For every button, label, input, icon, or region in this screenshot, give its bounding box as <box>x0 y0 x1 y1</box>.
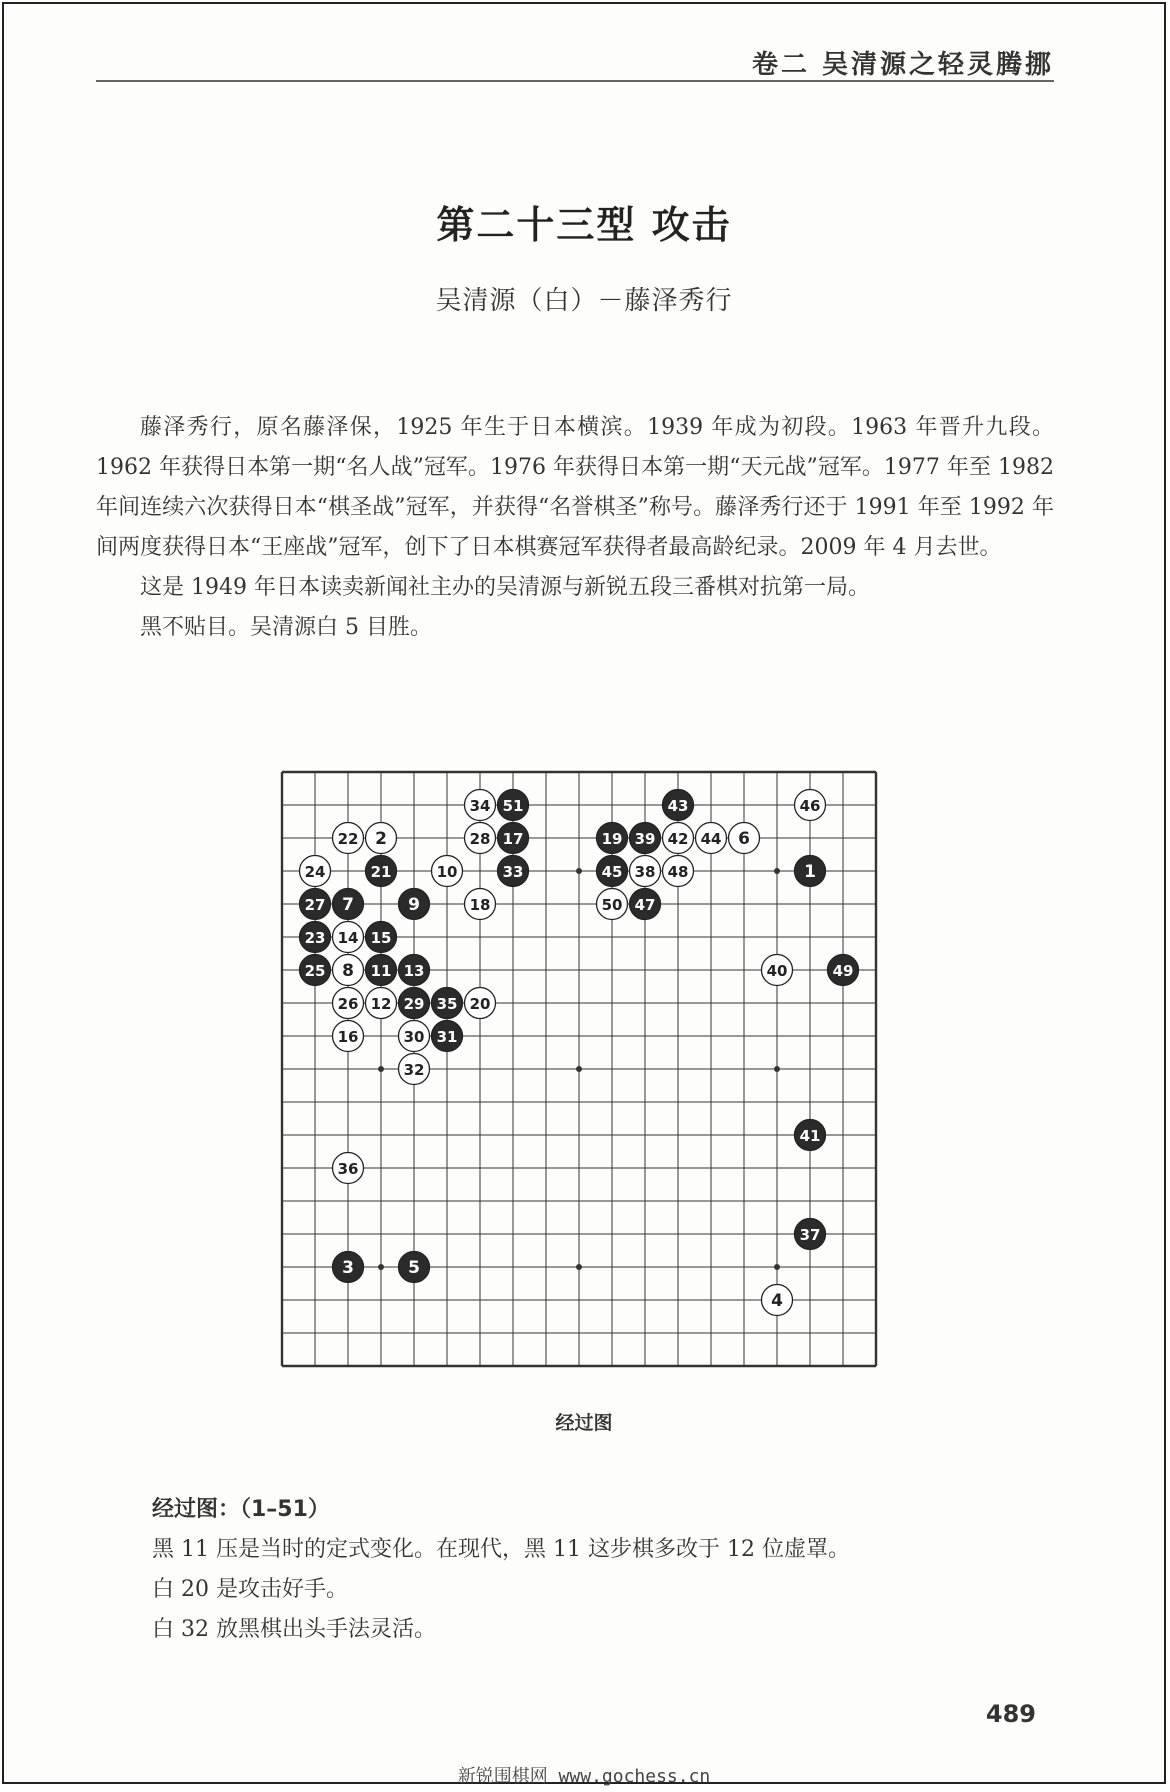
black-stone <box>432 988 463 1019</box>
white-stone <box>333 955 364 986</box>
move-number: 35 <box>436 995 458 1013</box>
white-stone <box>597 889 628 920</box>
black-stone <box>597 856 628 887</box>
move-number: 26 <box>337 995 359 1013</box>
game-players: 吴清源（白）－藤泽秀行 <box>435 286 733 316</box>
white-stone <box>465 790 496 821</box>
black-stone <box>366 955 397 986</box>
move-number: 49 <box>832 962 854 980</box>
move-number: 16 <box>337 1028 359 1046</box>
move-number: 25 <box>304 962 326 980</box>
paragraph: 这是 1949 年日本读卖新闻社主办的吴清源与新锐五段三番棋对抗第一局。 <box>140 575 870 600</box>
move-number: 46 <box>799 797 821 815</box>
white-stone <box>630 856 661 887</box>
black-stone <box>498 856 529 887</box>
move-number: 5 <box>408 1258 420 1278</box>
star-point <box>576 1066 582 1072</box>
black-stone <box>498 823 529 854</box>
star-point <box>576 868 582 874</box>
black-stone <box>795 856 826 887</box>
black-stone <box>399 1252 430 1283</box>
white-stone <box>366 988 397 1019</box>
white-stone <box>729 823 760 854</box>
move-number: 42 <box>667 830 689 848</box>
white-stone <box>333 988 364 1019</box>
move-number: 20 <box>469 995 491 1013</box>
book-page <box>2 2 1166 1787</box>
star-point <box>378 1066 384 1072</box>
move-number: 1 <box>804 862 816 882</box>
black-stone <box>399 988 430 1019</box>
black-stone <box>663 790 694 821</box>
black-stone <box>333 889 364 920</box>
commentary <box>152 1490 1054 1650</box>
move-number: 32 <box>403 1061 425 1079</box>
move-number: 39 <box>634 830 656 848</box>
move-number: 47 <box>634 896 656 914</box>
black-stone <box>630 889 661 920</box>
move-number: 24 <box>304 863 326 881</box>
white-stone <box>465 988 496 1019</box>
move-number: 8 <box>342 961 354 981</box>
page-number: 489 <box>985 1700 1036 1728</box>
move-number: 48 <box>667 863 689 881</box>
move-number: 4 <box>771 1291 783 1311</box>
white-stone <box>300 856 331 887</box>
move-number: 41 <box>799 1127 821 1145</box>
move-number: 29 <box>403 995 425 1013</box>
move-number: 17 <box>502 830 524 848</box>
move-number: 38 <box>634 863 656 881</box>
move-number: 9 <box>408 895 420 915</box>
commentary-line: 黑 11 压是当时的定式变化。在现代，黑 11 这步棋多改于 12 位虚罩。 <box>152 1537 850 1562</box>
white-stone <box>333 1153 364 1184</box>
move-number: 12 <box>370 995 392 1013</box>
white-stone <box>663 856 694 887</box>
move-number: 14 <box>337 929 359 947</box>
move-number: 34 <box>469 797 491 815</box>
move-number: 28 <box>469 830 491 848</box>
move-number: 30 <box>403 1028 425 1046</box>
black-stone <box>399 955 430 986</box>
header-rule <box>96 80 1054 82</box>
diagram-caption: 经过图 <box>555 1412 613 1434</box>
move-number: 27 <box>304 896 326 914</box>
white-stone <box>663 823 694 854</box>
move-number: 31 <box>436 1028 458 1046</box>
move-number: 3 <box>342 1258 354 1278</box>
move-number: 18 <box>469 896 491 914</box>
black-stone <box>432 1021 463 1052</box>
black-stone <box>630 823 661 854</box>
chapter-title: 第二十三型 攻击 <box>436 202 732 247</box>
paragraph: 黑不贴目。吴清源白 5 目胜。 <box>140 615 432 640</box>
move-number: 22 <box>337 830 359 848</box>
go-board <box>278 768 882 1372</box>
move-number: 45 <box>601 863 623 881</box>
black-stone <box>333 1252 364 1283</box>
move-number: 37 <box>799 1226 821 1244</box>
move-number: 19 <box>601 830 623 848</box>
move-number: 23 <box>304 929 326 947</box>
move-number: 44 <box>700 830 722 848</box>
star-point <box>774 868 780 874</box>
black-stone <box>366 856 397 887</box>
black-stone <box>300 922 331 953</box>
move-number: 11 <box>370 962 392 980</box>
move-number: 13 <box>403 962 425 980</box>
white-stone <box>333 823 364 854</box>
commentary-heading: 经过图：（1–51） <box>152 1497 330 1522</box>
move-number: 36 <box>337 1160 359 1178</box>
move-number: 6 <box>738 829 750 849</box>
move-number: 43 <box>667 797 689 815</box>
running-head: 卷二 吴清源之轻灵腾挪 <box>751 50 1054 80</box>
star-point <box>774 1264 780 1270</box>
move-number: 50 <box>601 896 623 914</box>
white-stone <box>465 889 496 920</box>
white-stone <box>333 922 364 953</box>
star-point <box>576 1264 582 1270</box>
paragraph: 藤泽秀行，原名藤泽保，1925 年生于日本横滨。1939 年成为初段。1963 年晋升九段。1962 年获得日本第一期“名人战”冠军。1976 年获得日本第一期“天元战”冠军。1977 年至 1982 年间连续六次获得日本“棋圣战”冠军，并获得“名誉棋圣”称号。藤泽秀行还于 1991 年至 1992 年间两度获得日本“王座战”冠军，创下了日本棋赛冠军获得者最高龄纪录。2009 年 4 月去世。 <box>96 415 1054 560</box>
commentary-line: 白 32 放黑棋出头手法灵活。 <box>152 1617 436 1642</box>
star-point <box>774 1066 780 1072</box>
commentary-line: 白 20 是攻击好手。 <box>152 1577 348 1602</box>
move-number: 10 <box>436 863 458 881</box>
white-stone <box>399 1021 430 1052</box>
black-stone <box>498 790 529 821</box>
white-stone <box>432 856 463 887</box>
move-number: 2 <box>375 829 387 849</box>
white-stone <box>399 1054 430 1085</box>
black-stone <box>300 955 331 986</box>
go-diagram <box>278 768 882 1372</box>
white-stone <box>795 790 826 821</box>
intro-text <box>96 408 1054 648</box>
black-stone <box>399 889 430 920</box>
black-stone <box>300 889 331 920</box>
star-point <box>378 1264 384 1270</box>
white-stone <box>465 823 496 854</box>
footer-watermark: 新锐围棋网 www.gochess.cn <box>457 1766 711 1787</box>
white-stone <box>762 955 793 986</box>
move-number: 21 <box>370 863 392 881</box>
black-stone <box>597 823 628 854</box>
white-stone <box>696 823 727 854</box>
black-stone <box>795 1120 826 1151</box>
white-stone <box>333 1021 364 1052</box>
move-number: 7 <box>342 895 354 915</box>
move-number: 33 <box>502 863 524 881</box>
move-number: 15 <box>370 929 392 947</box>
black-stone <box>828 955 859 986</box>
white-stone <box>366 823 397 854</box>
white-stone <box>762 1285 793 1316</box>
move-number: 40 <box>766 962 788 980</box>
black-stone <box>795 1219 826 1250</box>
move-number: 51 <box>502 797 524 815</box>
black-stone <box>366 922 397 953</box>
